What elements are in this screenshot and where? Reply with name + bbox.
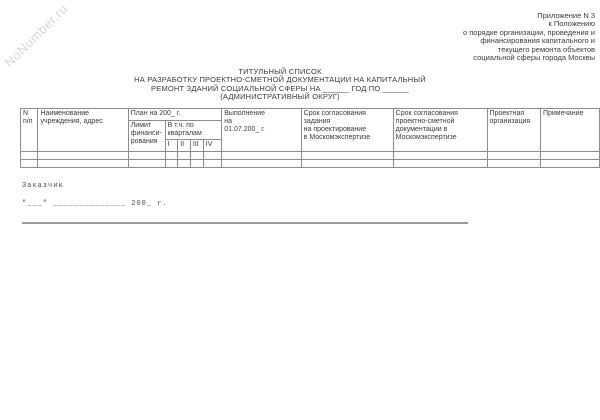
table-row: [21, 152, 600, 160]
col-header-q1: I: [165, 140, 178, 152]
title-line: (АДМИНИСТРАТИВНЫЙ ОКРУГ): [220, 91, 340, 101]
document-title: [0, 68, 560, 101]
table-cell: [393, 160, 487, 168]
table-cell: [190, 152, 203, 160]
table-cell: [178, 160, 191, 168]
title-line: ТИТУЛЬНЫЙ СПИСОК: [238, 67, 322, 76]
table-cell: [540, 152, 599, 160]
table-cell: [165, 152, 178, 160]
table-cell: [393, 152, 487, 160]
table-cell: [487, 152, 540, 160]
title-line: НА РАЗРАБОТКУ ПРОЕКТНО-СМЕТНОЙ ДОКУМЕНТАЦИИ НА КАПИТАЛЬНЫЙ: [134, 75, 426, 85]
appendix-line: социальной сферы города Москвы: [473, 52, 595, 62]
col-header-name: Наименование учреждения, адрес: [38, 109, 128, 152]
col-header-quarters: В т.ч. по кварталам: [165, 121, 222, 140]
table-cell: [301, 152, 393, 160]
appendix-line: текущего ремонта объектов: [497, 44, 595, 54]
table-cell: [128, 160, 165, 168]
table-cell: [165, 160, 178, 168]
customer-label: Заказчик: [22, 182, 64, 190]
table-cell: [38, 152, 128, 160]
table-cell: [128, 152, 165, 160]
signature-rule: [22, 222, 468, 224]
watermark: NoNumber.ru: [1, 0, 71, 71]
col-header-approval-task: Срок согласования задания на проектирование в Москомэкспертизе: [301, 109, 393, 152]
col-header-q4: IV: [203, 140, 222, 152]
table-cell: [203, 152, 222, 160]
col-header-done: Выполнение на 01.07.200_ г.: [222, 109, 301, 152]
table-cell: [222, 152, 301, 160]
col-header-approval-docs: Срок согласования проектно-сметной документации в Москомэкспертизе: [393, 109, 487, 152]
table-cell: [178, 152, 191, 160]
col-header-org: Проектная организация: [487, 109, 540, 152]
table-cell: [540, 160, 599, 168]
appendix-line: о порядке организации, проведения и: [462, 27, 595, 37]
appendix-note: [463, 12, 595, 62]
table-row: [21, 160, 600, 168]
table-cell: [301, 160, 393, 168]
col-header-q3: III: [190, 140, 203, 152]
appendix-line: Приложение N 3: [537, 11, 595, 20]
table-cell: [21, 160, 38, 168]
col-header-num: N п/п: [21, 109, 38, 152]
table-cell: [190, 160, 203, 168]
appendix-line: финансирования капитального и: [480, 36, 595, 46]
title-line: РЕМОНТ ЗДАНИЙ СОЦИАЛЬНОЙ СФЕРЫ НА ______ ГОД ПО ______: [151, 83, 409, 93]
table-cell: [21, 152, 38, 160]
table-cell: [487, 160, 540, 168]
table-cell: [38, 160, 128, 168]
date-blank-line: "___" ______________ 200_ г.: [22, 200, 168, 208]
appendix-line: к Положению: [548, 19, 595, 29]
table-cell: [222, 160, 301, 168]
col-header-limit: Лимит финанси- рования: [128, 121, 165, 152]
table-cell: [203, 160, 222, 168]
col-header-q2: II: [178, 140, 191, 152]
col-header-note: Примечание: [540, 109, 599, 152]
title-list-table: [20, 108, 600, 168]
col-header-plan: План на 200_ г.: [128, 109, 222, 121]
